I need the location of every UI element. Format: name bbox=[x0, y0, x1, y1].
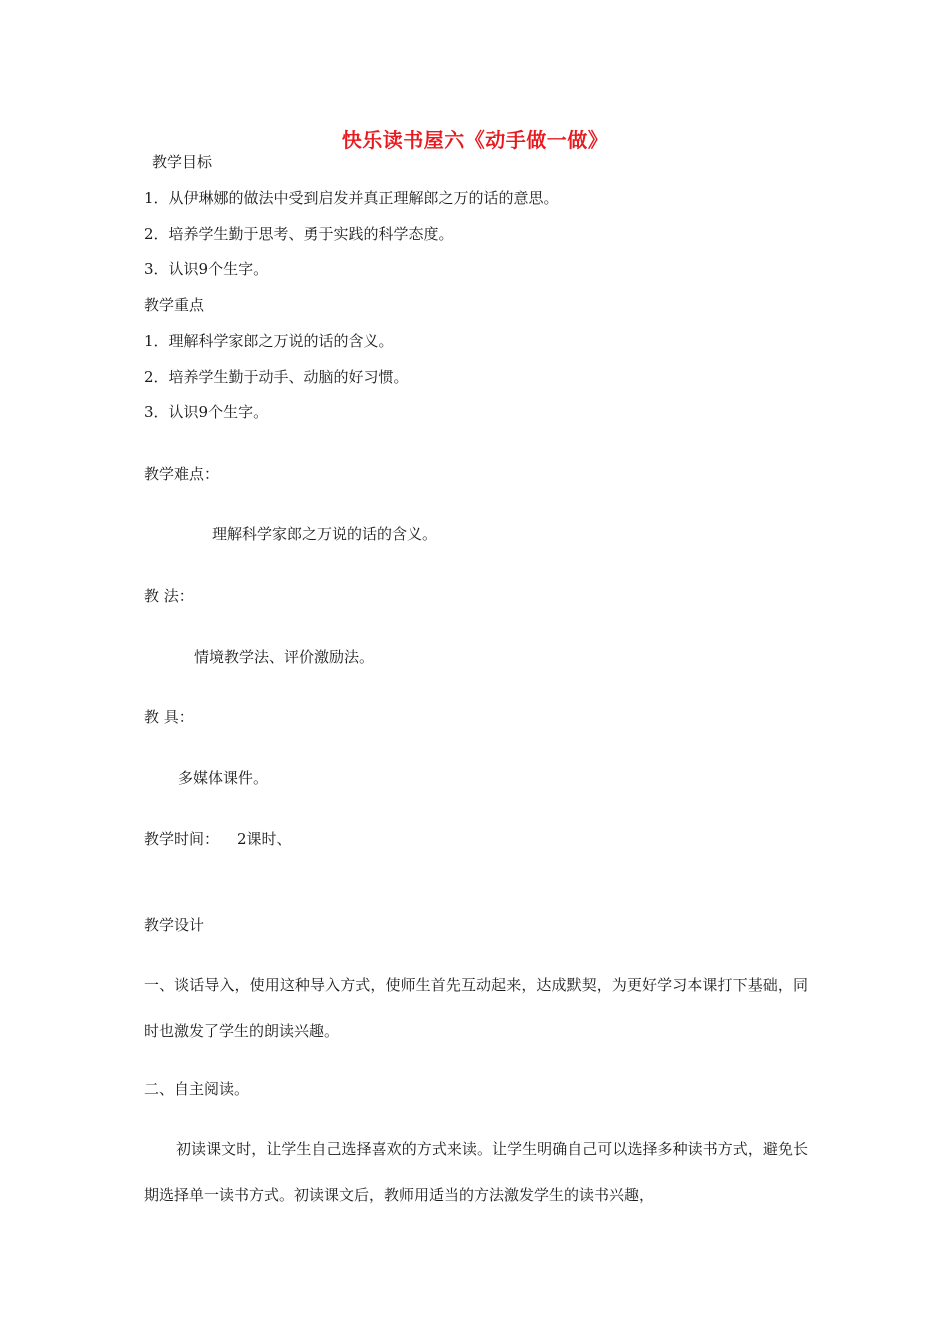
key-point-item: 2．培养学生勤于动手、动脑的好习惯。 bbox=[144, 368, 409, 386]
time-row bbox=[144, 829, 292, 849]
key-points-heading: 教学重点 bbox=[144, 296, 205, 314]
tools-content: 多媒体课件。 bbox=[178, 769, 269, 787]
design-step-2-heading: 二、自主阅读。 bbox=[144, 1080, 250, 1098]
time-heading: 教学时间： bbox=[144, 830, 220, 848]
design-step-2-content: 初读课文时，让学生自己选择喜欢的方式来读。让学生明确自己可以选择多种读书方式，避免长期选择单一读书方式。初读课文后，教师用适当的方法激发学生的读书兴趣， bbox=[144, 1140, 808, 1204]
method-heading: 教 法： bbox=[144, 587, 194, 605]
key-point-item: 1．理解科学家郎之万说的话的含义。 bbox=[144, 332, 394, 350]
design-heading: 教学设计 bbox=[144, 916, 205, 934]
document-title: 快乐读书屋六《动手做一做》 bbox=[341, 128, 609, 152]
objective-item: 2．培养学生勤于思考、勇于实践的科学态度。 bbox=[144, 225, 454, 243]
objective-item: 3．认识9个生字。 bbox=[144, 260, 269, 278]
difficulty-content: 理解科学家郎之万说的话的含义。 bbox=[212, 525, 438, 543]
objectives-heading: 教学目标 bbox=[152, 153, 213, 171]
tools-heading: 教 具： bbox=[144, 708, 194, 726]
design-step-1: 一、谈话导入，使用这种导入方式，使师生首先互动起来，达成默契，为更好学习本课打下基础，同时也激发了学生的朗读兴趣。 bbox=[144, 976, 808, 1040]
objective-item: 1．从伊琳娜的做法中受到启发并真正理解郎之万的话的意思。 bbox=[144, 189, 559, 207]
key-point-item: 3．认识9个生字。 bbox=[144, 403, 269, 421]
time-content: 2课时、 bbox=[237, 830, 292, 848]
difficulty-heading: 教学难点： bbox=[144, 465, 220, 483]
method-content: 情境教学法、评价激励法。 bbox=[194, 648, 375, 666]
